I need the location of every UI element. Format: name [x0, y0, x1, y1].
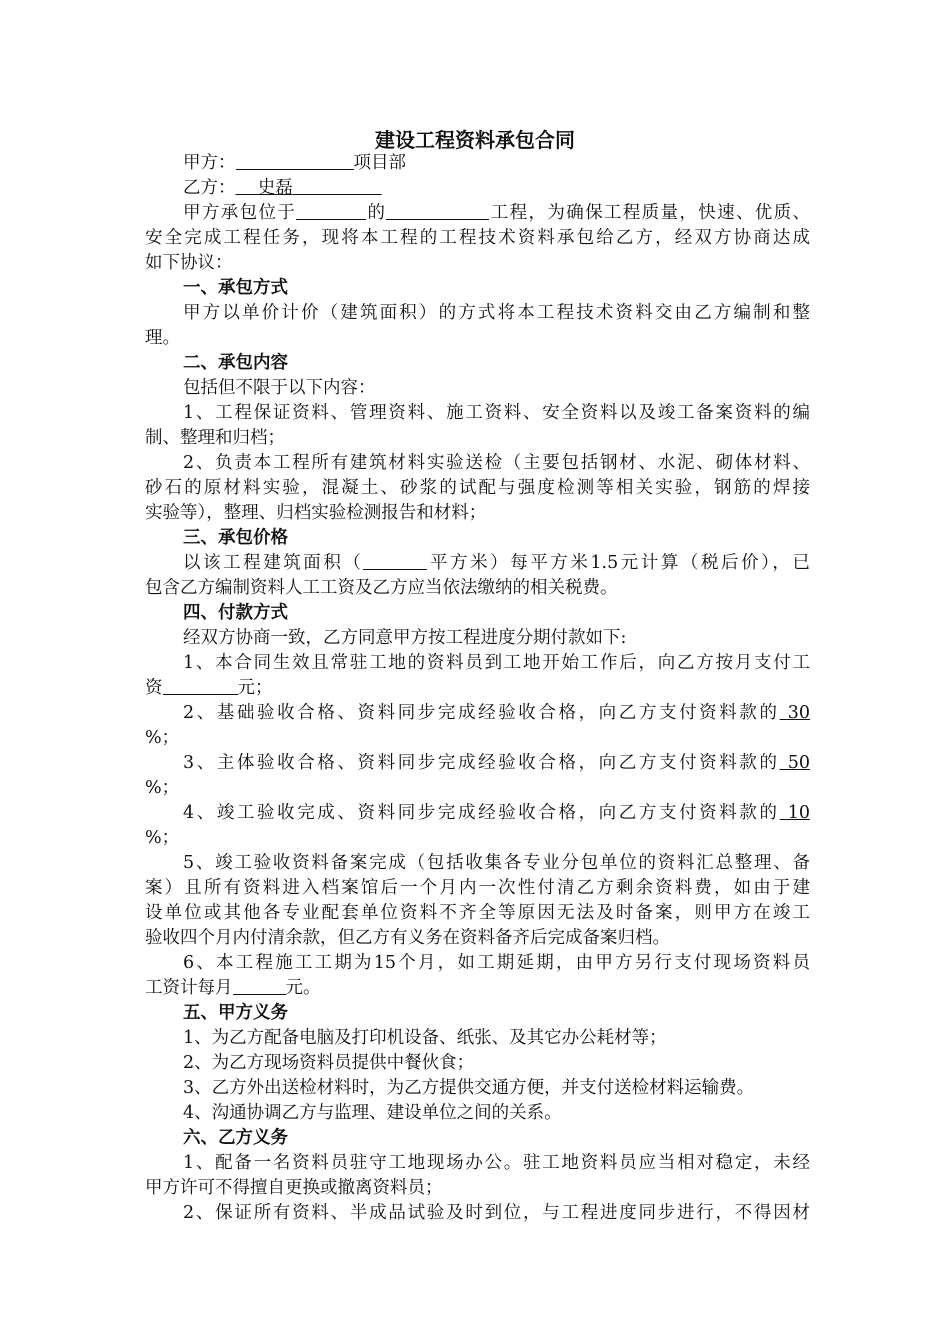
party-a-line	[183, 151, 810, 176]
item-3-percent-tail: %；	[145, 778, 180, 798]
section-4-item-6b	[145, 976, 810, 1001]
party-a-blank	[236, 151, 354, 170]
intro-line-1	[183, 201, 810, 226]
section-6-item-2a: 2、保证所有资料、半成品试验及时到位，与工程进度同步进行，不得因材	[183, 1203, 810, 1223]
wage-text-2: 元；	[237, 678, 273, 698]
section-4-item-5a: 5、竣工验收资料备案完成（包括收集各专业分包单位的资料汇总整理、备	[183, 853, 810, 873]
section-5-item-1: 1、为乙方配备电脑及打印机设备、纸张、及其它办公耗材等；	[183, 1028, 667, 1048]
wage-text-1: 资	[145, 678, 163, 698]
section-5-item-2: 2、为乙方现场资料员提供中餐伙食；	[183, 1053, 475, 1073]
section-1-heading: 一、承包方式	[183, 278, 288, 298]
intro-line-2: 安全完成工程任务，现将本工程的工程技术资料承包给乙方，经双方协商达成	[145, 228, 810, 248]
section-1-line-1: 甲方以单价计价（建筑面积）的方式将本工程技术资料交由乙方编制和整	[183, 303, 810, 323]
item-2-percent: 30	[779, 703, 810, 723]
section-4-line-1: 经双方协商一致，乙方同意甲方按工程进度分期付款如下:	[183, 628, 627, 648]
section-6-item-1b: 甲方许可不得擅自更换或撤离资料员；	[145, 1178, 443, 1198]
item-3-text: 3、主体验收合格、资料同步完成经验收合格，向乙方支付资料款的	[183, 753, 780, 773]
item-4-percent-tail: %；	[145, 828, 180, 848]
section-3-heading: 三、承包价格	[183, 528, 288, 548]
section-2-line-1: 包括但不限于以下内容：	[183, 378, 376, 398]
section-1-line-2: 理。	[145, 328, 180, 348]
intro-line-3: 如下协议：	[145, 253, 233, 273]
section-4-item-5d: 验收四个月内付清余款，但乙方有义务在资料备齐后完成备案归档。	[145, 928, 670, 948]
section-6-heading: 六、乙方义务	[183, 1128, 288, 1148]
section-2-item-1a: 1、工程保证资料、管理资料、施工资料、安全资料以及竣工备案资料的编	[183, 403, 810, 423]
section-2-heading: 二、承包内容	[183, 353, 288, 373]
monthly-wage-blank	[163, 676, 238, 695]
section-4-item-1a: 1、本合同生效且常驻工地的资料员到工地开始工作后，向乙方按月支付工	[183, 653, 810, 673]
section-4-item-6a: 6、本工程施工工期为15个月，如工期延期，由甲方另行支付现场资料员	[183, 953, 810, 973]
party-b-name: 史磊	[257, 178, 293, 198]
area-blank	[363, 551, 427, 570]
section-4-item-3	[183, 751, 810, 776]
extension-wage-text-2: 元。	[285, 978, 321, 998]
section-3-text-1: 以该工程建筑面积（	[183, 553, 364, 573]
item-2-text: 2、基础验收合格、资料同步完成经验收合格，向乙方支付资料款的	[183, 703, 780, 723]
section-4-item-2	[183, 701, 810, 726]
party-a-suffix: 项目部	[353, 153, 406, 173]
party-b-name-field	[236, 176, 398, 201]
section-2-item-2b: 砂石的原材料实验，混凝土、砂浆的试配与强度检测等相关实验，钢筋的焊接	[145, 478, 810, 498]
section-3-line-1	[183, 551, 810, 576]
section-4-item-1b	[145, 676, 810, 701]
section-6-item-1a: 1、配备一名资料员驻守工地现场办公。驻工地资料员应当相对稳定，未经	[183, 1153, 810, 1173]
section-2-item-1b: 制、整理和归档；	[145, 428, 285, 448]
section-2-item-2c: 实验等），整理、归档实验检测报告和材料；	[145, 503, 487, 523]
item-4-percent: 10	[779, 803, 810, 823]
intro-text-3: 工程，为确保工程质量，快速、优质、	[489, 203, 810, 223]
location-blank	[296, 201, 366, 220]
section-5-heading: 五、甲方义务	[183, 1003, 288, 1023]
section-4-item-4	[183, 801, 810, 826]
item-3-percent: 50	[779, 753, 810, 773]
document-title: 建设工程资料承包合同	[375, 128, 575, 152]
section-4-item-5b: 案）且所有资料进入档案馆后一个月内一次性付清乙方剩余资料费，如由于建	[145, 878, 810, 898]
intro-text-2: 的	[366, 203, 387, 223]
section-2-item-2a: 2、负责本工程所有建筑材料实验送检（主要包括钢材、水泥、砌体材料、	[183, 453, 810, 473]
item-2-percent-tail: %；	[145, 728, 180, 748]
section-4-heading: 四、付款方式	[183, 603, 288, 623]
party-a-label: 甲方：	[183, 153, 236, 173]
project-blank	[386, 201, 489, 220]
party-b-label: 乙方：	[183, 178, 236, 198]
party-b-line	[183, 176, 810, 201]
extension-wage-text-1: 工资计每月	[145, 978, 233, 998]
item-4-text: 4、竣工验收完成、资料同步完成经验收合格，向乙方支付资料款的	[183, 803, 780, 823]
extension-wage-blank	[233, 976, 286, 995]
section-4-item-5c: 设单位或其他各专业配套单位资料不齐全等原因无法及时备案，则甲方在竣工	[145, 903, 810, 923]
section-3-text-2: 平方米）每平方米1.5元计算（税后价），已	[427, 553, 810, 573]
section-5-item-3: 3、乙方外出送检材料时，为乙方提供交通方便，并支付送检材料运输费。	[183, 1078, 755, 1098]
section-5-item-4: 4、沟通协调乙方与监理、建设单位之间的关系。	[183, 1103, 562, 1123]
intro-text-1: 甲方承包位于	[183, 203, 297, 223]
section-3-line-2: 包含乙方编制资料人工工资及乙方应当依法缴纳的相关税费。	[145, 578, 618, 598]
